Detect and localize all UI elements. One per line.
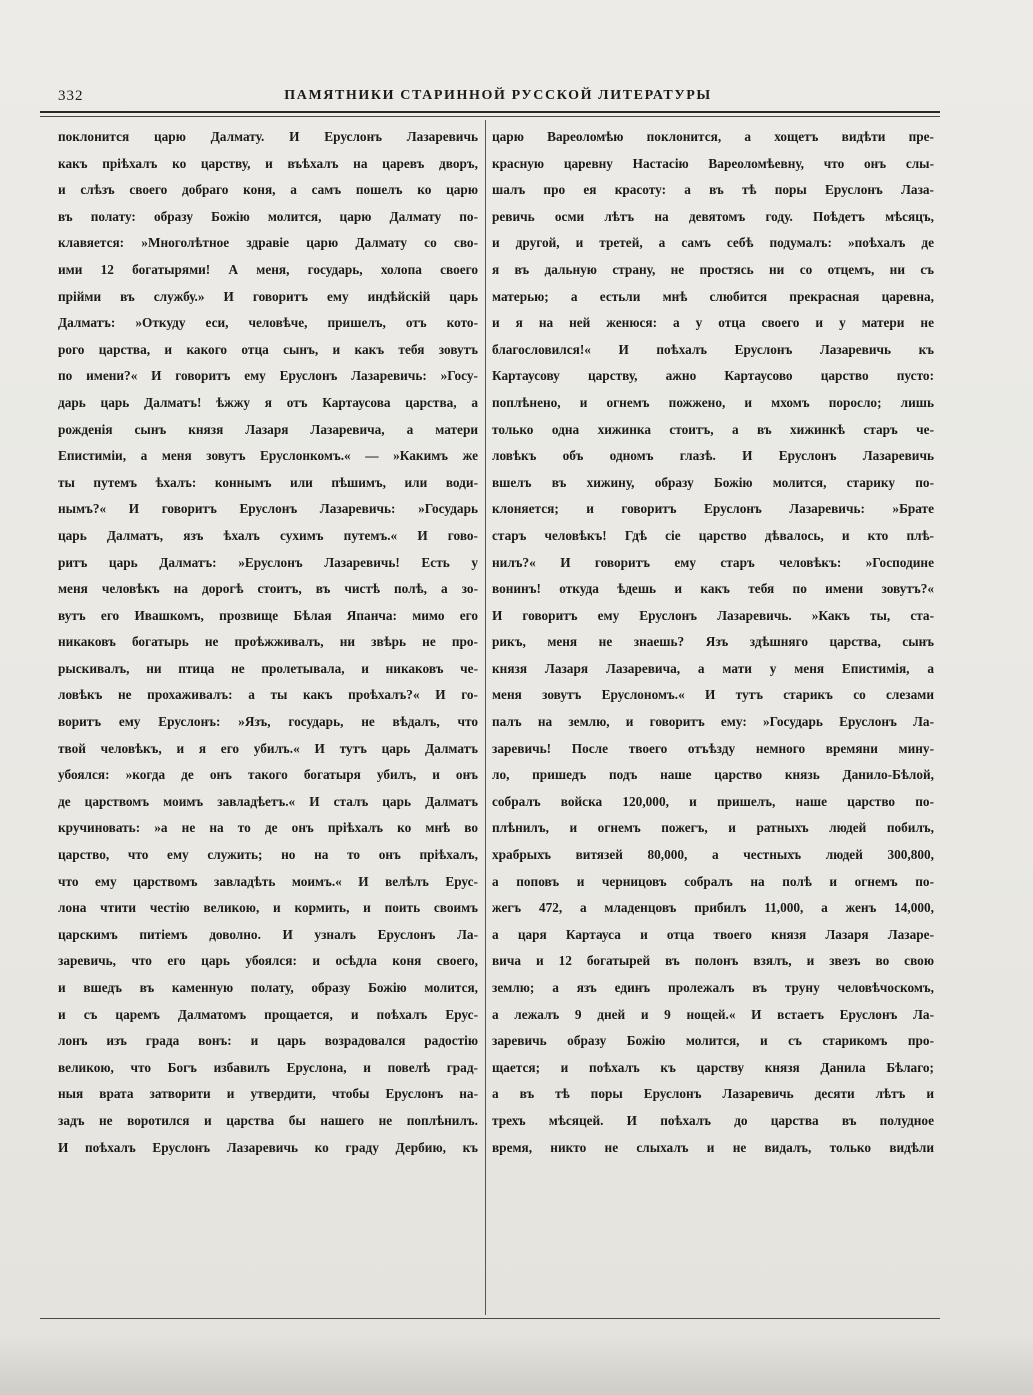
text-line: время, никто не слыхалъ и не видалъ, только видѣли [492, 1139, 934, 1155]
text-line: ревичь осми лѣтъ на девятомъ году. Поѣдетъ мѣсяцъ, [492, 208, 934, 224]
text-line: и я на ней женюся: а у отца своего и у матери не [492, 315, 934, 331]
text-line: только одна хижинка стоитъ, а въ хижинкѣ старъ че- [492, 421, 934, 437]
text-line: храбрыхъ витязей 80,000, а честныхъ людей 300,800, [492, 847, 934, 863]
running-title: ПАМЯТНИКИ СТАРИННОЙ РУССКОЙ ЛИТЕРАТУРЫ [284, 88, 712, 103]
text-line: лона чтити честію великою, и кормить, и поить своимъ [58, 900, 478, 916]
text-line: Картаусову царству, ажно Картаусово царство пусто: [492, 368, 934, 384]
text-line: клоняется; и говоритъ Еруслонъ Лазаревичь: »Брате [492, 501, 934, 517]
text-line: собралъ войска 120,000, и пришелъ, наше царство по- [492, 793, 934, 809]
text-line: великою, что Богъ избавилъ Еруслона, и повелѣ град- [58, 1059, 478, 1075]
text-line: и вшедъ въ каменную полату, образу Божію молится, [58, 980, 478, 995]
text-line: ловѣкъ объ одномъ глазѣ. И Еруслонъ Лазаревичь [492, 448, 934, 464]
header-rule [40, 111, 940, 113]
text-line: рого царства, и какого отца сынъ, и какъ тебя зовутъ [58, 341, 478, 357]
text-line: ритъ царь Далматъ: »Еруслонъ Лазаревичь! Есть у [58, 554, 478, 570]
text-line: рожденія сынъ князя Лазаря Лазаревича, а матери [58, 421, 478, 437]
text-line: князя Лазаря Лазаревича, а мати у меня Епистимія, а [492, 660, 934, 676]
text-line: царь Далматъ, язъ ѣхалъ сухимъ путемъ.« И гово- [58, 527, 478, 543]
text-line: дарь царь Далматъ! ѣжжу я отъ Картаусова царства, а [58, 394, 478, 410]
right-column [492, 124, 934, 1161]
footer-rule [40, 1318, 940, 1319]
text-line: а лежалъ 9 дней и 9 нощей.« И встаетъ Еруслонъ Ла- [492, 1006, 934, 1022]
text-line: вутъ его Ивашкомъ, прозвище Бѣлая Япанча: мимо его [58, 607, 478, 623]
text-line: нилъ?« И говоритъ ему старъ человѣкъ: »Господине [492, 554, 934, 570]
text-line: Епистиміи, а меня зовутъ Еруслонкомъ.« — »Какимъ же [58, 448, 478, 464]
page-header [58, 82, 938, 112]
text-line: клавяется: »Многолѣтное здравіе царю Далмату со сво- [58, 235, 478, 251]
text-line: твой человѣкъ, и я его убилъ.« И тутъ царь Далматъ [58, 740, 478, 756]
text-line: меня человѣкъ на дорогѣ стоитъ, въ чистѣ полѣ, а зо- [58, 581, 478, 597]
text-line: воритъ ему Еруслонъ: »Язъ, государь, не вѣдалъ, что [58, 714, 478, 730]
text-line: жегъ 472, а младенцовъ прибилъ 11,000, а женъ 14,000, [492, 900, 934, 916]
text-line: что ему царствомъ завладѣть моимъ.« И велѣлъ Ерус- [58, 873, 478, 889]
text-line: а царя Картауса и отца твоего князя Лазаря Лазаре- [492, 926, 934, 942]
text-line: заревичь, что его царь убоялся: и осѣдла коня своего, [58, 953, 478, 969]
text-line: задъ не воротился и царства бы нашего не поплѣнилъ. [58, 1112, 478, 1128]
text-line: а поповъ и черницовъ собралъ на полѣ и огнемъ по- [492, 873, 934, 889]
text-line: И поѣхалъ Еруслонъ Лазаревичь ко граду Дербию, къ [58, 1139, 478, 1155]
text-line: какъ пріѣхалъ ко царству, и въѣхалъ на царевъ дворъ, [58, 155, 478, 171]
left-column [58, 124, 478, 1161]
text-line: вшелъ въ хижину, образу Божію молится, старику по- [492, 474, 934, 490]
text-line: благословился!« И поѣхалъ Еруслонъ Лазаревичь къ [492, 341, 934, 357]
text-line: никаковъ богатырь не проѣжживалъ, ни звѣрь не про- [58, 634, 478, 650]
column-divider [485, 120, 486, 1315]
text-line: плѣнилъ, и огнемъ пожегъ, и ратныхъ людей побилъ, [492, 820, 934, 836]
text-line: красную царевну Настасію Вареоломѣевну, что онъ слы- [492, 155, 934, 171]
text-line: царство, что ему служить; но на то онъ пріѣхалъ, [58, 847, 478, 863]
text-line: трехъ мѣсяцей. И поѣхалъ до царства въ полудное [492, 1112, 934, 1128]
text-line: И говоритъ ему Еруслонъ Лазаревичь. »Какъ ты, ста- [492, 607, 934, 623]
text-line: и съ царемъ Далматомъ прощается, и поѣхалъ Ерус- [58, 1006, 478, 1022]
text-line: шалъ про ея красоту: а въ тѣ поры Еруслонъ Лаза- [492, 182, 934, 198]
header-rule-thin [40, 116, 940, 117]
text-line: въ полату: образу Божію молится, царю Далмату по- [58, 208, 478, 224]
page-number: 332 [58, 88, 84, 104]
text-line: поклонится царю Далмату. И Еруслонъ Лазаревичь [58, 129, 478, 144]
text-line: убоялся: »когда де онъ такого богатыря убилъ, и онъ [58, 767, 478, 783]
text-line: и другой, и третей, а самъ себѣ подумалъ: »поѣхалъ де [492, 235, 934, 251]
text-line: де царствомъ моимъ завладѣетъ.« И сталъ царь Далматъ [58, 793, 478, 809]
text-line: прійми въ службу.» И говоритъ ему индѣйскій царь [58, 288, 478, 304]
text-line: палъ на землю, и говоритъ ему: »Государь Еруслонъ Ла- [492, 714, 934, 730]
text-line: старъ человѣкъ! Гдѣ сіе царство дѣвалось, и кто плѣ- [492, 527, 934, 543]
text-line: заревичь! После твоего отъѣзду немного времяни мину- [492, 740, 934, 756]
text-line: и слѣзъ своего добраго коня, а самъ пошелъ ко царю [58, 182, 478, 198]
text-line: рыскивалъ, ни птица не пролетывала, и никаковъ че- [58, 660, 478, 676]
text-line: вича и 12 богатырей въ полонъ взялъ, и звезъ во свою [492, 953, 934, 969]
text-line: ло, пришедъ подъ наше царство князь Данило-Бѣлой, [492, 767, 934, 783]
text-line: я въ дальную страну, не простясь ни со отцемъ, ни съ [492, 261, 934, 277]
text-line: ловѣкъ не прохаживалъ: а ты какъ проѣхалъ?« И го- [58, 687, 478, 703]
text-line: матерью; а естьли мнѣ слюбится прекрасная царевна, [492, 288, 934, 304]
text-line: рикъ, меня не знаешь? Язъ здѣшняго царства, сынъ [492, 634, 934, 650]
text-line: по имени?« И говоритъ ему Еруслонъ Лазаревичь: »Госу- [58, 368, 478, 384]
text-line: царю Вареоломѣю поклонится, а хощетъ видѣти пре- [492, 129, 934, 144]
text-line: меня зовутъ Еруслономъ.« И тутъ старикъ со слезами [492, 687, 934, 703]
text-line: ныя врата затворити и утвердити, чтобы Еруслонъ на- [58, 1086, 478, 1102]
text-line: ими 12 богатырями! А меня, государь, холопа своего [58, 261, 478, 277]
text-line: Далматъ: »Откуду еси, человѣче, пришелъ, отъ кото- [58, 315, 478, 331]
text-line: землю; а язъ единъ пролежалъ въ труну человѣчоскомъ, [492, 980, 934, 995]
text-line: заревичь образу Божію молится, и съ старикомъ про- [492, 1033, 934, 1049]
text-line: нымъ?« И говоритъ Еруслонъ Лазаревичь: »Государь [58, 501, 478, 517]
text-line: ты путемъ ѣхалъ: коннымъ или пѣшимъ, или води- [58, 474, 478, 490]
text-line: царскимъ питіемъ доволно. И узналъ Еруслонъ Ла- [58, 926, 478, 942]
text-line: кручиновать: »а не на то де онъ пріѣхалъ ко мнѣ во [58, 820, 478, 836]
text-line: лонъ изъ града вонъ: и царь возрадовался радостію [58, 1033, 478, 1049]
text-line: вонинъ! откуда ѣдешь и какъ тебя по имени зовутъ?« [492, 581, 934, 597]
text-line: поплѣнено, и огнемъ пожжено, и мхомъ поросло; лишь [492, 394, 934, 410]
text-line: а въ тѣ поры Еруслонъ Лазаревичь десяти лѣтъ и [492, 1086, 934, 1102]
page-shadow [0, 1335, 1033, 1395]
text-line: щается; и поѣхалъ къ царству князя Данила Бѣлаго; [492, 1059, 934, 1075]
